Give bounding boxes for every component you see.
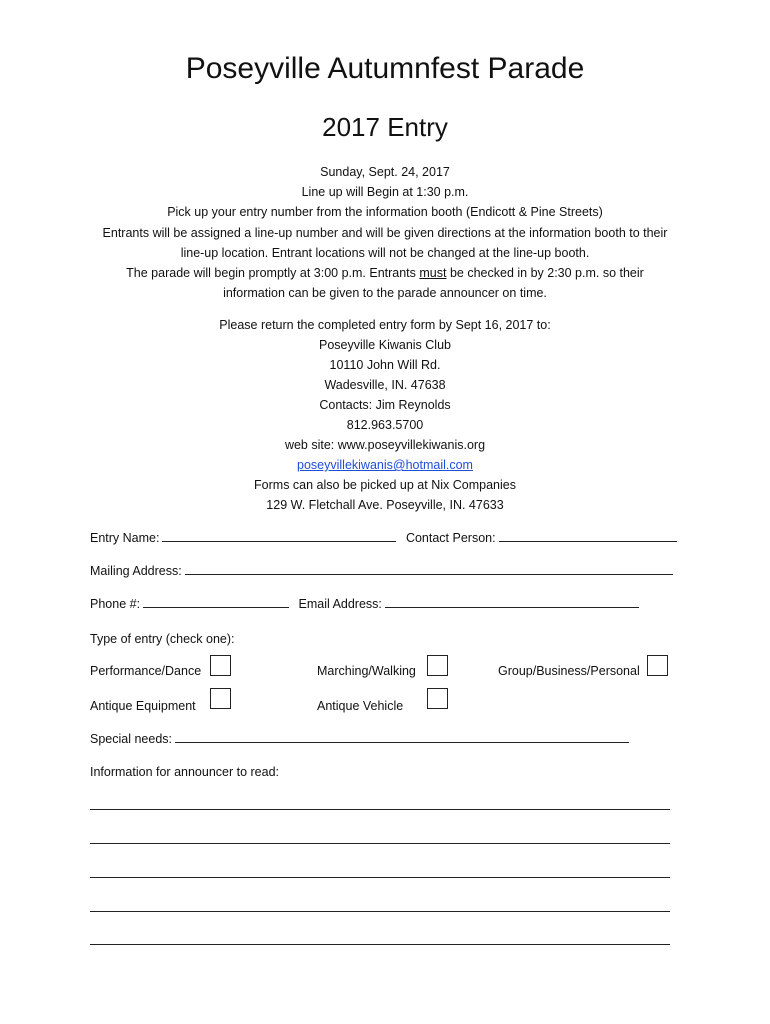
assignment-line-2: line-up location. Entrant locations will not be changed at the line-up booth. bbox=[180, 245, 590, 260]
type-antique-equipment-label: Antique Equipment bbox=[90, 699, 196, 713]
announcer-line[interactable] bbox=[90, 877, 670, 878]
pickup-instructions: Pick up your entry number from the information booth (Endicott & Pine Streets) bbox=[167, 205, 603, 220]
announcer-timing: information can be given to the parade announcer on time. bbox=[223, 286, 547, 301]
marching-checkbox[interactable] bbox=[427, 655, 448, 676]
antique-vehicle-checkbox[interactable] bbox=[427, 688, 448, 709]
club-street: 10110 John Will Rd. bbox=[329, 358, 441, 372]
group-checkbox[interactable] bbox=[647, 655, 668, 676]
announcer-line[interactable] bbox=[90, 809, 670, 810]
entry-name-label: Entry Name: bbox=[90, 531, 160, 545]
assignment-line-1: Entrants will be assigned a line-up number and will be given directions at the information booth to their bbox=[102, 225, 668, 240]
special-needs-field[interactable] bbox=[175, 730, 629, 743]
pickup-address: 129 W. Fletchall Ave. Poseyville, IN. 47633 bbox=[266, 498, 504, 512]
page-title: Poseyville Autumnfest Parade bbox=[185, 52, 585, 85]
event-info bbox=[60, 162, 710, 303]
phone-field[interactable] bbox=[143, 595, 289, 608]
special-needs-label: Special needs: bbox=[90, 732, 173, 746]
performance-checkbox[interactable] bbox=[210, 655, 231, 676]
contacts: Contacts: Jim Reynolds bbox=[319, 398, 451, 412]
entry-name-field[interactable] bbox=[162, 529, 396, 542]
pickup-note: Forms can also be picked up at Nix Companies bbox=[254, 478, 516, 492]
must-emphasis: must bbox=[419, 266, 447, 281]
return-intro: Please return the completed entry form by Sept 16, 2017 to: bbox=[219, 318, 551, 332]
type-performance-label: Performance/Dance bbox=[90, 664, 202, 678]
entry-name-row bbox=[90, 529, 677, 547]
email-label: Email Address: bbox=[298, 597, 382, 611]
contact-person-label: Contact Person: bbox=[405, 531, 496, 545]
phone-email-row bbox=[90, 595, 639, 613]
announcer-label: Information for announcer to read: bbox=[90, 765, 280, 779]
announcer-line[interactable] bbox=[90, 944, 670, 945]
mailing-address-label: Mailing Address: bbox=[90, 564, 182, 578]
phone-label: Phone #: bbox=[90, 597, 141, 611]
email-link[interactable]: poseyvillekiwanis@hotmail.com bbox=[297, 458, 473, 472]
page-subtitle: 2017 Entry bbox=[322, 112, 448, 142]
contact-person-field[interactable] bbox=[499, 529, 677, 542]
type-group-label: Group/Business/Personal bbox=[498, 664, 640, 678]
club-city: Wadesville, IN. 47638 bbox=[324, 378, 446, 392]
announcer-line[interactable] bbox=[90, 911, 670, 912]
return-info bbox=[60, 315, 710, 515]
announcer-line[interactable] bbox=[90, 843, 670, 844]
contact-phone: 812.963.5700 bbox=[346, 418, 424, 432]
mailing-address-field[interactable] bbox=[185, 562, 673, 575]
begin-text-pre: The parade will begin promptly at 3:00 p.m. Entrants bbox=[126, 266, 420, 281]
email-field[interactable] bbox=[385, 595, 639, 608]
website: web site: www.poseyvillekiwanis.org bbox=[284, 438, 486, 452]
club-name: Poseyville Kiwanis Club bbox=[318, 338, 451, 352]
special-needs-row bbox=[90, 730, 629, 748]
type-antique-vehicle-label: Antique Vehicle bbox=[317, 699, 404, 713]
mailing-address-row bbox=[90, 562, 673, 580]
event-date: Sunday, Sept. 24, 2017 bbox=[320, 165, 450, 179]
antique-equipment-checkbox[interactable] bbox=[210, 688, 231, 709]
type-marching-label: Marching/Walking bbox=[317, 664, 416, 678]
begin-line bbox=[60, 263, 710, 283]
begin-text-post: be checked in by 2:30 p.m. so their bbox=[446, 266, 644, 281]
lineup-time: Line up will Begin at 1:30 p.m. bbox=[301, 185, 469, 200]
entry-type-label: Type of entry (check one): bbox=[90, 632, 235, 646]
